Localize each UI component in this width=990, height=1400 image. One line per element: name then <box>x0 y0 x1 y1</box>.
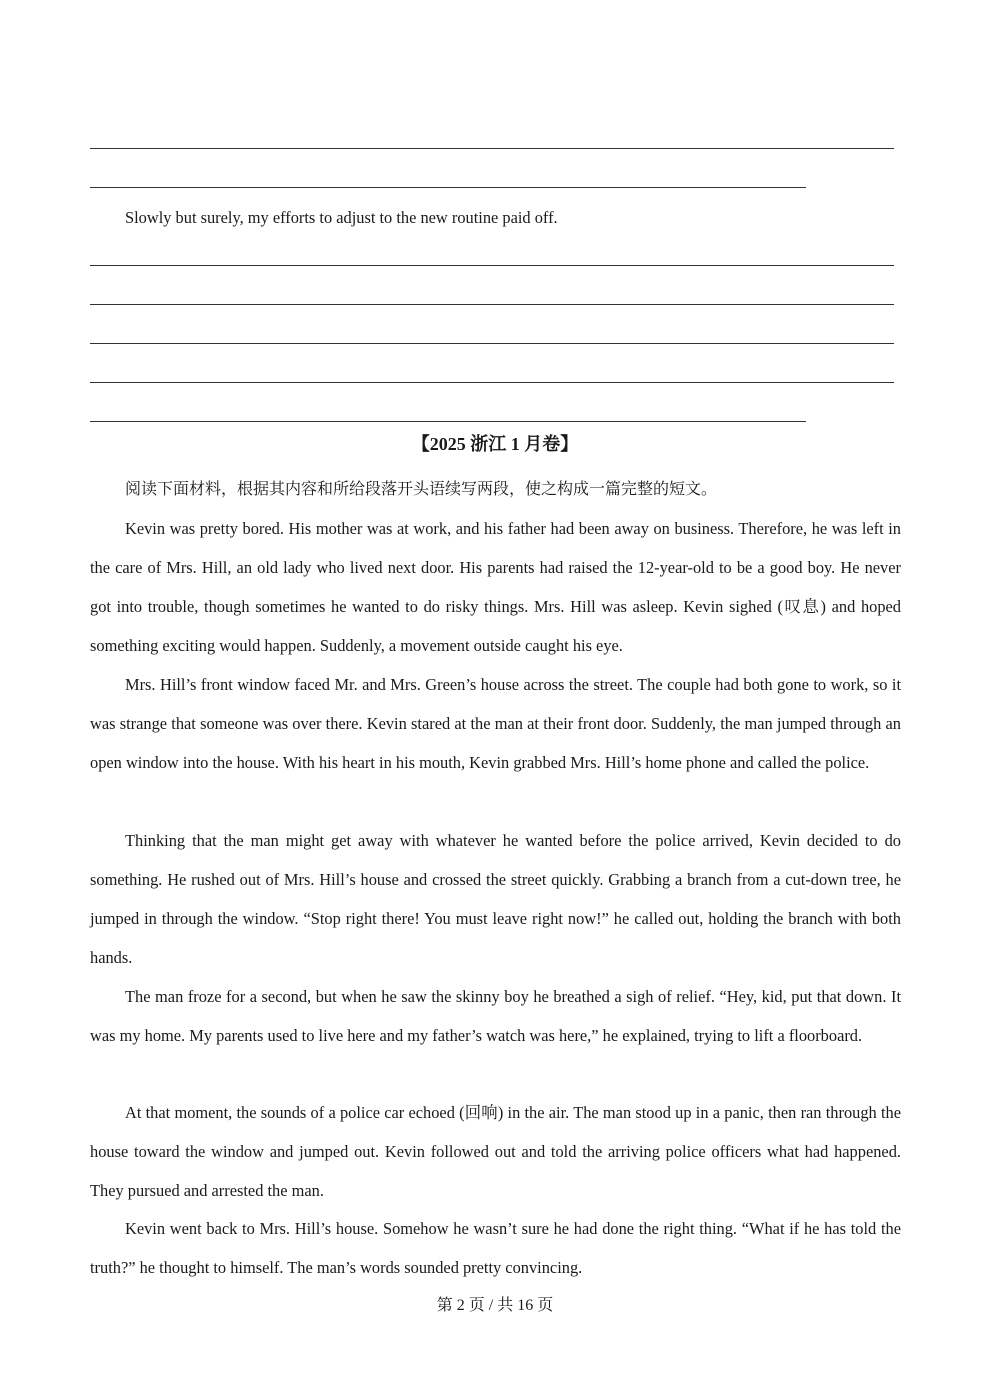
writing-line <box>90 265 894 266</box>
story-paragraph-4: The man froze for a second, but when he saw the skinny boy he breathed a sigh of relief. “Hey, kid, put that down. It was my home. My parents used to live here and my father’s watch was here,” he explained, trying to lift a floorboard. <box>90 987 901 1045</box>
story-paragraph-6: Kevin went back to Mrs. Hill’s house. Somehow he wasn’t sure he had done the right thing. “What if he has told the truth?” he thought to himself. The man’s words sounded pretty convincing. <box>90 1219 901 1277</box>
section-title: 【2025 浙江 1 月卷】 <box>411 434 579 454</box>
continuation-prompt: Slowly but surely, my efforts to adjust to the new routine paid off. <box>125 208 558 227</box>
writing-line <box>90 148 894 149</box>
story-paragraph-3: Thinking that the man might get away with whatever he wanted before the police arrived, Kevin decided to do something. He rushed out of Mrs. Hill’s house and crossed the street quickly. Grabbing a branch from a cut-down tree, he jumped in through the window. “Stop right there! You must leave right now!” he called out, holding the branch with both hands. <box>90 831 901 967</box>
writing-line <box>90 343 894 344</box>
writing-line <box>90 304 894 305</box>
instructions: 阅读下面材料，根据其内容和所给段落开头语续写两段，使之构成一篇完整的短文。 <box>125 481 718 498</box>
writing-line <box>90 382 894 383</box>
writing-line <box>90 421 806 422</box>
story-paragraph-1: Kevin was pretty bored. His mother was at work, and his father had been away on business. Therefore, he was left in the care of Mrs. Hill, an old lady who lived next door. His parents had raised the 12-year-old to be a good boy. He never got into trouble, though sometimes he wanted to do risky things. Mrs. Hill was asleep. Kevin sighed (叹息) and hoped something exciting would happen. Suddenly, a movement outside caught his eye. <box>90 519 901 655</box>
story-paragraph-5: At that moment, the sounds of a police car echoed (回响) in the air. The man stood up in a panic, then ran through the house toward the window and jumped out. Kevin followed out and told the arriving police officers what had happened. They pursued and arrested the man. <box>90 1103 901 1200</box>
story-paragraph-2: Mrs. Hill’s front window faced Mr. and Mrs. Green’s house across the street. The couple had both gone to work, so it was strange that someone was over there. Kevin stared at the man at their front door. Suddenly, the man jumped through an open window into the house. With his heart in his mouth, Kevin grabbed Mrs. Hill’s home phone and called the police. <box>90 675 901 772</box>
writing-line <box>90 187 806 188</box>
page-number: 第 2 页 / 共 16 页 <box>436 1297 554 1314</box>
